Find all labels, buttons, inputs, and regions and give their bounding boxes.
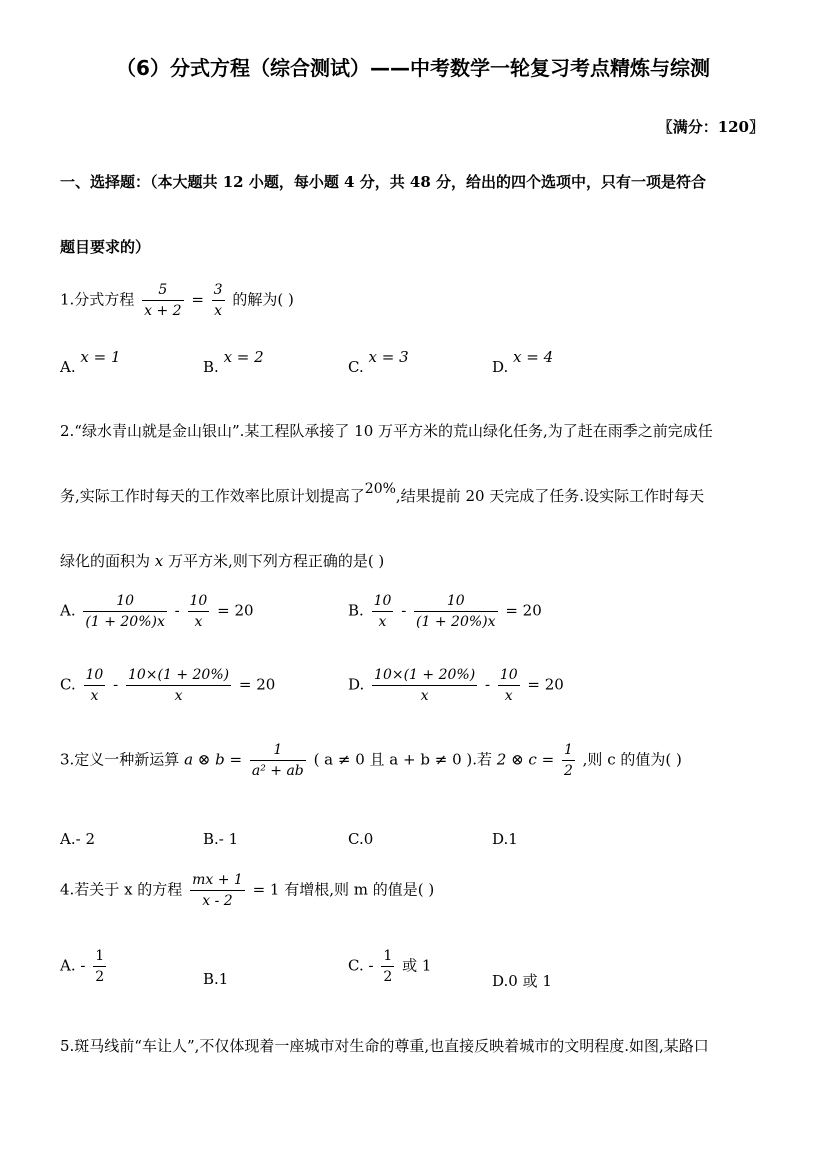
- q1-option-b: B. x = 2: [203, 348, 264, 376]
- q1-fraction-right: $\frac{3}{x}$: [213, 282, 223, 319]
- page-title: （6）分式方程（综合测试）——中考数学一轮复习考点精炼与综测: [116, 56, 710, 80]
- q2-line3: 绿化的面积为 x 万平方米,则下列方程正确的是( ): [60, 552, 385, 570]
- q4-option-d: D.0 或 1: [492, 972, 552, 990]
- q2-line2: 务,实际工作时每天的工作效率比原计划提高了20%,结果提前 20 天完成了任务.设实际工作时每天: [60, 481, 705, 505]
- q2-option-d: D. $\frac{10\times(1 + 20\%)}{x}$ - $\frac{10}{x}$ = 20: [348, 667, 564, 704]
- q2-option-a: A. $\frac{10}{(1 + 20\%)x}$ - $\frac{10}{x}$ = 20: [60, 593, 254, 630]
- q2-option-b: B. $\frac{10}{x}$ - $\frac{10}{(1 + 20\%)x}$ = 20: [348, 593, 542, 630]
- q3-option-d: D.1: [492, 830, 518, 848]
- q1-equals: =: [191, 290, 204, 309]
- full-score: 〖满分：120〗: [657, 118, 764, 136]
- q1-prefix: 1.分式方程: [60, 290, 135, 309]
- q4-option-a: A. - $\frac{1}{2}$: [60, 948, 105, 985]
- q3-option-c: C.0: [348, 830, 374, 848]
- q5-line1: 5.斑马线前“车让人”,不仅体现着一座城市对生命的尊重,也直接反映着城市的文明程度.如图,某路口: [60, 1037, 709, 1055]
- section-heading-line1: 一、选择题：（本大题共 12 小题，每小题 4 分，共 48 分，给出的四个选项中，只有一项是符合: [60, 173, 707, 191]
- q1-option-c: C. x = 3: [348, 348, 409, 376]
- question-4: 4.若关于 x 的方程 $\frac{mx + 1}{x - 2}$ = 1 有增根,则 m 的值是( ): [60, 872, 435, 909]
- q1-option-d: D. x = 4: [492, 348, 554, 376]
- q3-option-b: B.- 1: [203, 830, 239, 848]
- q1-option-a: A. x = 1: [60, 348, 121, 376]
- question-3: 3.定义一种新运算 a ⊗ b = $\frac{1}{\text{a² + ab}}$ ( a ≠ 0 且 a + b ≠ 0 ).若 2 ⊗ c = $\frac{1}{2}$ ,则 c 的值为( ): [60, 742, 682, 779]
- q4-option-b: B.1: [203, 970, 229, 988]
- section-heading-line2: 题目要求的）: [60, 238, 151, 256]
- q2-percent: 20%: [364, 481, 396, 497]
- question-1: [60, 282, 294, 319]
- q1-suffix: 的解为( ): [232, 290, 294, 309]
- q2-line1: 2.“绿水青山就是金山银山”.某工程队承接了 10 万平方米的荒山绿化任务,为了赶在雨季之前完成任: [60, 422, 713, 440]
- q2-option-c: C. $\frac{10}{x}$ - $\frac{10\times(1 + 20\%)}{x}$ = 20: [60, 667, 276, 704]
- q3-option-a: A.- 2: [60, 830, 95, 848]
- q4-option-c: C. - $\frac{1}{2}$ 或 1: [348, 948, 432, 985]
- q1-fraction-left: $\frac{5}{x + 2}$: [144, 282, 182, 319]
